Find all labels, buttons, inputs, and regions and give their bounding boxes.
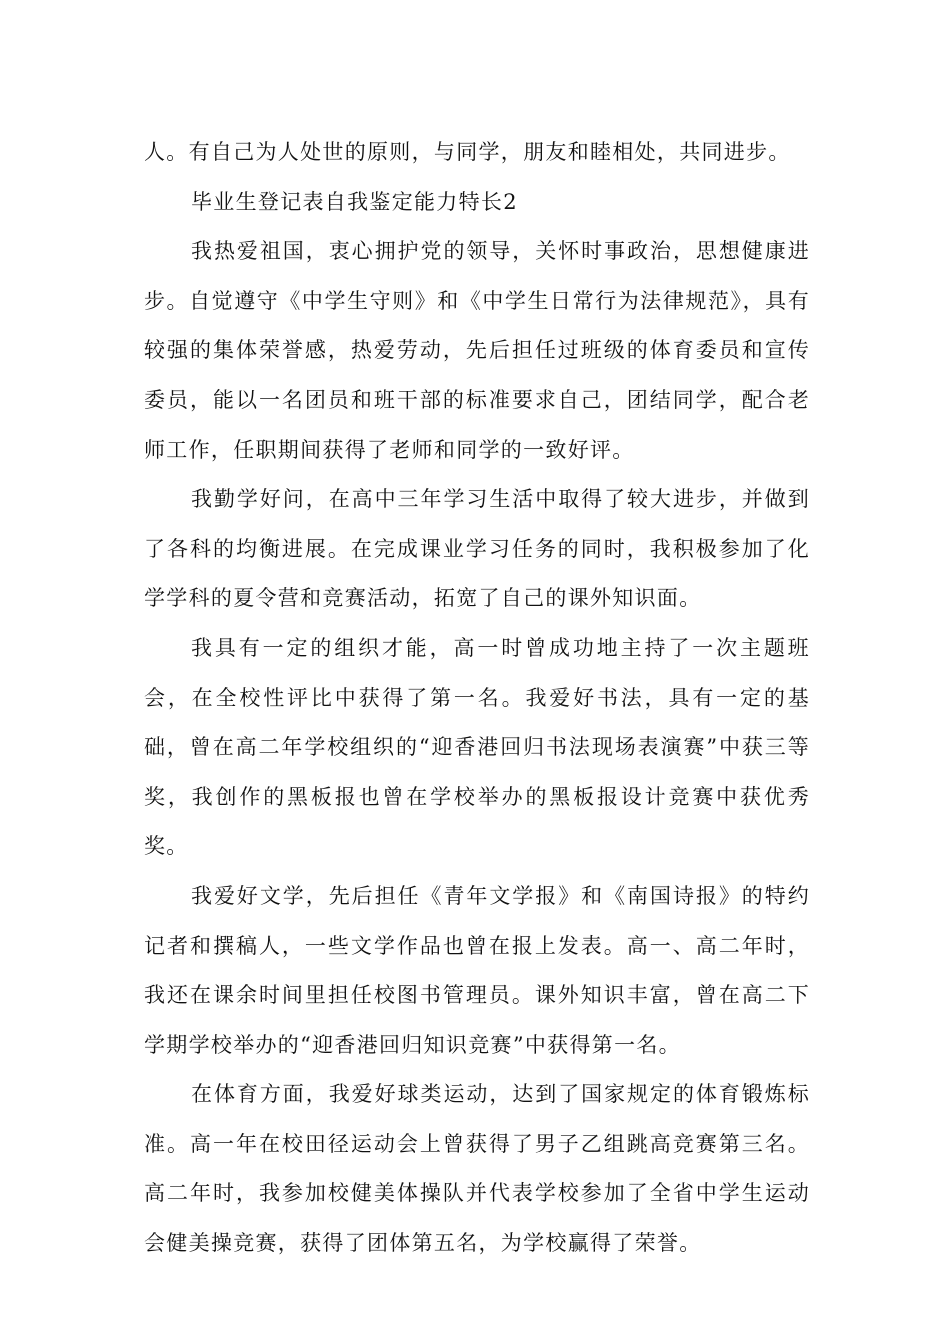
paragraph-organization: 我具有一定的组织才能，高一时曾成功地主持了一次主题班会，在全校性评比中获得了第一名。我爱好书法，具有一定的基础，曾在高二年学校组织的“迎香港回归书法现场表演赛”中获三等奖，我创作的黑板报也曾在学校举办的黑板报设计竞赛中获优秀奖。: [144, 635, 810, 859]
paragraph-patriotism: 我热爱祖国，衷心拥护党的领导，关怀时事政治，思想健康进步。自觉遵守《中学生守则》和《中学生日常行为法律规范》，具有较强的集体荣誉感，热爱劳动，先后担任过班级的体育委员和宣传委员，能以一名团员和班干部的标准要求自己，团结同学，配合老师工作，任职期间获得了老师和同学的一致好评。: [144, 239, 810, 462]
section-heading: 毕业生登记表自我鉴定能力特长2: [191, 189, 518, 214]
paragraph-study: 我勤学好问，在高中三年学习生活中取得了较大进步，并做到了各科的均衡进展。在完成课业学习任务的同时，我积极参加了化学学科的夏令营和竞赛活动，拓宽了自己的课外知识面。: [144, 487, 810, 611]
document-body: [144, 128, 810, 1269]
paragraph-sports: 在体育方面，我爱好球类运动，达到了国家规定的体育锻炼标准。高一年在校田径运动会上曾获得了男子乙组跳高竞赛第三名。高二年时，我参加校健美体操队并代表学校参加了全省中学生运动会健美操竞赛，获得了团体第五名，为学校赢得了荣誉。: [144, 1082, 810, 1256]
paragraph-continuation: 人。有自己为人处世的原则，与同学，朋友和睦相处，共同进步。: [144, 140, 791, 164]
paragraph-literature: 我爱好文学，先后担任《青年文学报》和《南国诗报》的特约记者和撰稿人，一些文学作品也曾在报上发表。高一、高二年时，我还在课余时间里担任校图书管理员。课外知识丰富，曾在高二下学期学校举办的“迎香港回归知识竞赛”中获得第一名。: [144, 883, 810, 1057]
